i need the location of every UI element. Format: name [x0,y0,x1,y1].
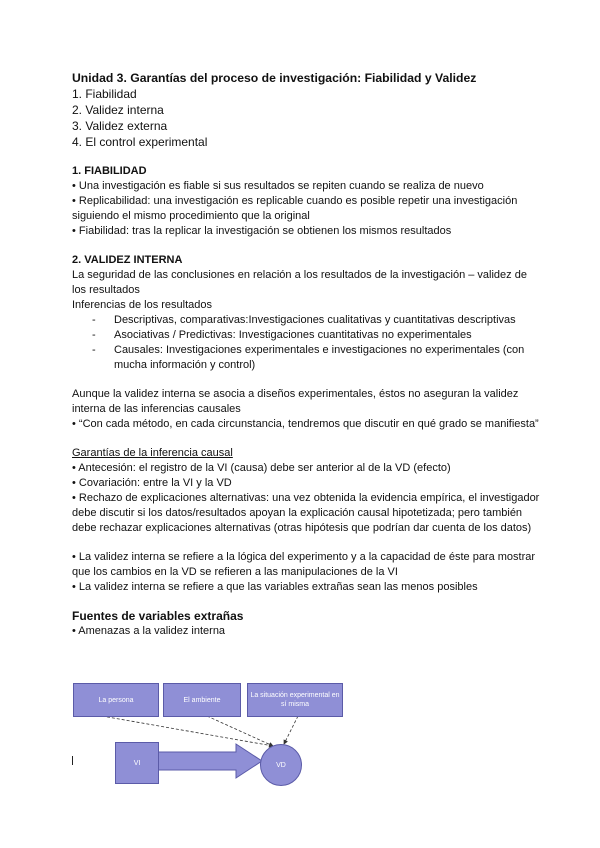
bullet-text: • Amenazas a la validez interna [72,625,226,637]
toc-item: 4. El control experimental [72,135,208,149]
section-heading-fiabilidad: 1. FIABILIDAD [72,165,147,177]
dashed-arrow [207,716,273,746]
paragraph: La seguridad de las conclusiones en relación a los resultados de la investigación – validez de los resultados [72,269,527,296]
table-of-contents [72,86,542,150]
bullet-text: • Antecesión: el registro de la VI (causa) debe ser anterior al de la VD (efecto) [72,462,451,474]
bullet-text: • Fiabilidad: tras la replicar la investigación se obtienen los mismos resultados [72,225,452,237]
quote-bullet: • “Con cada método, en cada circunstancia, tendremos que discutir en qué grado se manifiesta” [72,418,539,430]
bullet-text: • Covariación: entre la VI y la VD [72,477,232,489]
toc-item: 3. Validez externa [72,119,168,133]
spacer [72,536,542,550]
subheading-garantias: Garantías de la inferencia causal [72,447,233,459]
circle-vd: VD [260,744,302,786]
dash-text: Causales: Investigaciones experimentales e investigaciones no experimentales (con mucha información y control) [114,344,525,371]
toc-item: 1. Fiabilidad [72,87,137,101]
bullet-text: • La validez interna se refiere a la lógica del experimento y a la capacidad de éste para mostrar que los cambios en la VD se refieren a las manipulaciones de la VI [72,551,536,578]
toc-item: 2. Validez interna [72,103,164,117]
dash-text: Descriptivas, comparativas:Investigaciones cualitativas y cuantitativas descriptivas [114,314,516,326]
dashed-arrow [284,716,298,744]
dash-marker: - [92,329,96,341]
dash-item [72,343,542,373]
causal-arrow [157,744,262,778]
spacer [72,373,542,387]
dash-item [72,328,542,343]
box-situacion-experimental: La situación experimental en sí misma [247,683,343,717]
dash-marker: - [92,344,96,356]
box-el-ambiente: El ambiente [163,683,241,717]
document-body [72,70,542,639]
section-heading-validez-interna: 2. VALIDEZ INTERNA [72,254,183,266]
box-la-persona: La persona [73,683,159,717]
threats-diagram [60,672,380,792]
dash-text: Asociativas / Predictivas: Investigaciones cuantitativas no experimentales [114,329,472,341]
margin-mark [72,756,73,765]
paragraph: Aunque la validez interna se asocia a diseños experimentales, éstos no aseguran la validez interna de las inferencias causales [72,388,519,415]
section-heading-fuentes: Fuentes de variables extrañas [72,609,244,623]
dash-marker: - [92,314,96,326]
bullet-text: • Rechazo de explicaciones alternativas: una vez obtenida la evidencia empírica, el investigador debe discutir si los datos/resultados apoyan la explicación causal hipotetizada; pero también debe rechazar explicaciones alternativas (otras hipótesis que podrían dar cuenta de los datos) [72,492,540,534]
bullet-text: • Una investigación es fiable si sus resultados se repiten cuando se realiza de nuevo [72,180,484,192]
box-vi: VI [115,742,159,784]
bullet-text: • Replicabilidad: una investigación es replicable cuando es posible repetir una investigación siguiendo el mismo procedimiento que la original [72,195,518,222]
spacer [72,432,542,446]
bullet-text: • La validez interna se refiere a que las variables extrañas sean las menos posibles [72,581,478,593]
paragraph: Inferencias de los resultados [72,299,213,311]
document-title: Unidad 3. Garantías del proceso de investigación: Fiabilidad y Validez [72,71,477,85]
dash-item [72,313,542,328]
